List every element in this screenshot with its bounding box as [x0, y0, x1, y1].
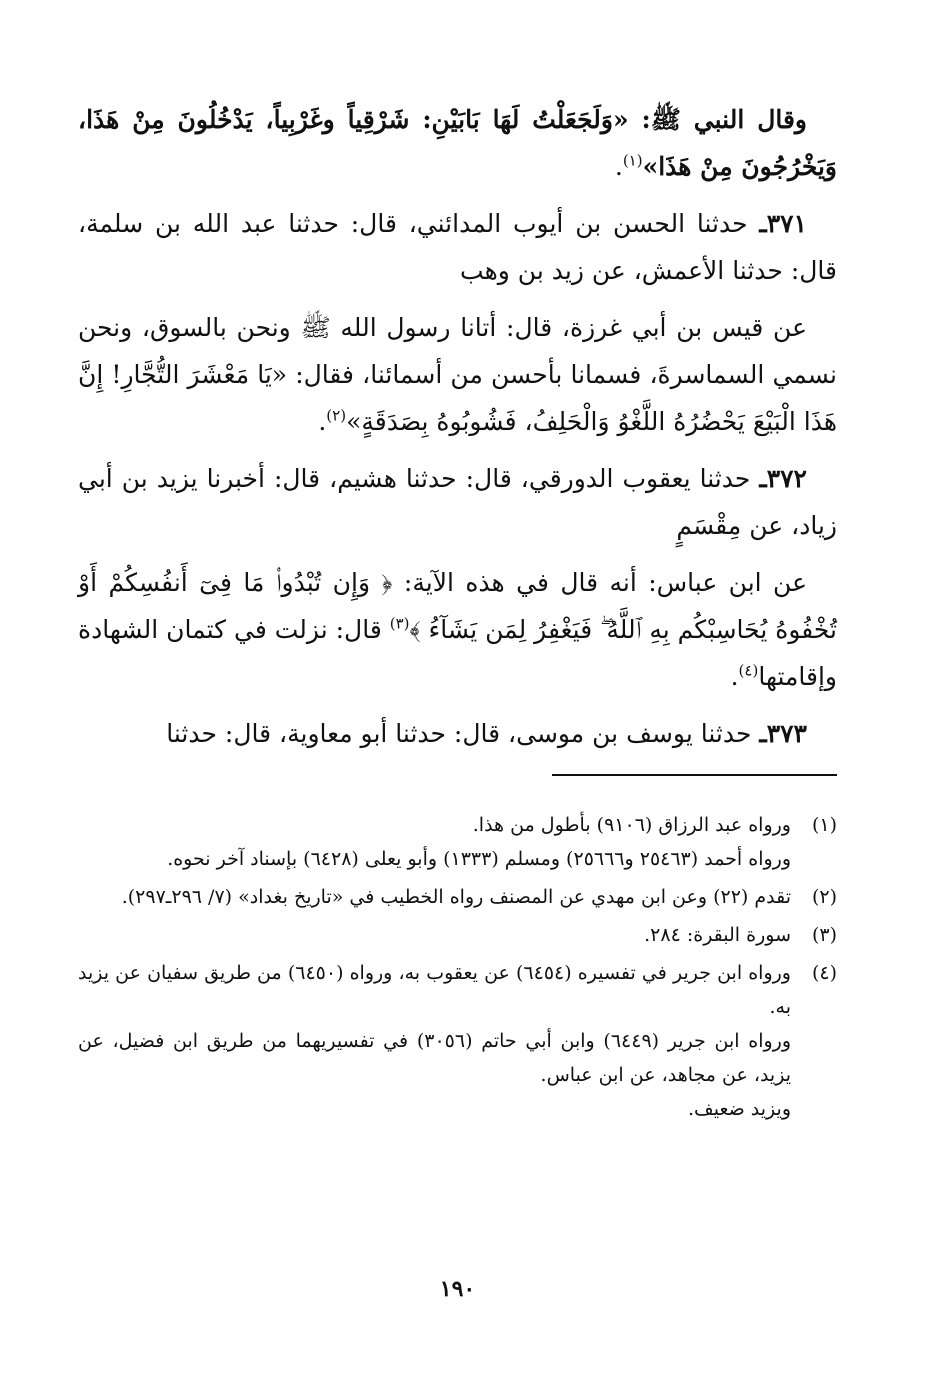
paragraph-text: حدثنا يعقوب الدورقي، قال: حدثنا هشيم، قال: أخبرنا يزيد بن أبي زياد، عن مِقْسَمٍ [78, 464, 837, 540]
book-page [78, 96, 837, 1338]
paragraph-372-chain [78, 455, 837, 549]
paragraph-tail: . [318, 407, 327, 436]
hadith-number: ٣٧١ـ [759, 209, 807, 238]
main-text [78, 96, 837, 757]
footnote-line: ورواه أحمد (٢٥٤٦٣ و٢٥٦٦٦) ومسلم (١٣٣٣) وأبو يعلى (٦٤٢٨) بإسناد آخر نحوه. [167, 848, 791, 870]
paragraph-hadith-intro [78, 96, 837, 190]
footnote-divider [552, 774, 837, 776]
footnote-mark: (٣) [811, 924, 837, 946]
paragraph-371-chain [78, 200, 837, 294]
paragraph-tail: . [614, 152, 623, 181]
footnote-body [78, 808, 791, 876]
footnote-line: سورة البقرة: ٢٨٤. [644, 924, 791, 946]
paragraph-371-matn [78, 304, 837, 445]
footnote-ref: (٤) [738, 661, 759, 680]
footnote-1 [78, 808, 837, 876]
footnote-body [78, 956, 791, 1126]
hadith-number: ٣٧٢ـ [759, 464, 807, 493]
footnote-line: ورواه ابن جرير في تفسيره (٦٤٥٤) عن يعقوب به، ورواه (٦٤٥٠) من طريق سفيان عن يزيد به. [78, 962, 791, 1018]
footnote-4 [78, 956, 837, 1126]
page-number: ١٩٠ [439, 1276, 476, 1302]
hadith-number: ٣٧٣ـ [759, 719, 807, 748]
paragraph-text: عن ابن عباس: أنه قال في هذه الآية: ﴿ وَإِن تُبْدُوا۟ مَا فِىٓ أَنفُسِكُمْ أَوْ تُخْفُوهُ يُحَاسِبْكُم بِهِ ٱللَّهُ ۖ فَيَغْفِرُ لِمَن يَشَآءُ ﴾ [78, 568, 837, 644]
footnote-mark: (٢) [811, 886, 837, 908]
footnote-3 [78, 918, 837, 952]
footnote-mark: (٤) [811, 962, 837, 984]
footnote-body [78, 918, 791, 952]
footnote-line: ورواه ابن جرير (٦٤٤٩) وابن أبي حاتم (٣٠٥٦) في تفسيريهما من طريق ابن فضيل، عن يزيد، عن مجاهد، عن ابن عباس. [78, 1030, 791, 1086]
footnote-mark: (١) [811, 814, 837, 836]
footnote-ref: (١) [622, 151, 643, 170]
footnote-ref: (٢) [326, 406, 347, 425]
footnote-line: ويزيد ضعيف. [688, 1098, 791, 1120]
paragraph-373-chain [78, 710, 837, 757]
paragraph-372-matn [78, 559, 837, 700]
paragraph-tail: . [730, 662, 739, 691]
footnote-line: ورواه عبد الرزاق (٩١٠٦) بأطول من هذا. [472, 814, 791, 836]
footnote-line: تقدم (٢٢) وعن ابن مهدي عن المصنف رواه الخطيب في «تاريخ بغداد» (٧/ ٢٩٦ـ٢٩٧). [121, 886, 791, 908]
paragraph-text: حدثنا الحسن بن أيوب المدائني، قال: حدثنا عبد الله بن سلمة، قال: حدثنا الأعمش، عن زيد بن وهب [78, 209, 837, 285]
paragraph-text: وقال النبي ﷺ: «وَلَجَعَلْتُ لَهَا بَابَيْنِ: شَرْقِياً وغَرْبِياً، يَدْخُلُونَ مِنْ هَذَا، وَيَخْرُجُونَ مِنْ هَذَا» [78, 105, 837, 181]
footnotes [78, 808, 837, 1130]
paragraph-text: حدثنا يوسف بن موسى، قال: حدثنا أبو معاوية، قال: حدثنا [166, 719, 752, 748]
footnote-body [78, 880, 791, 914]
footnote-2 [78, 880, 837, 914]
paragraph-text: عن قيس بن أبي غرزة، قال: أتانا رسول الله ﷺ ونحن بالسوق، ونحن نسمي السماسرةَ، فسمانا بأحسن من أسمائنا، فقال: «يَا مَعْشَرَ التُّجَّارِ! إِنَّ هَذَا الْبَيْعَ يَحْضُرُهُ اللَّغْوُ وَالْحَلِفُ، فَشُوبُوهُ بِصَدَقَةٍ» [78, 313, 837, 436]
paragraph-tail: قال: نزلت في كتمان الشهادة وإقامتها [78, 615, 837, 691]
footnote-ref: (٣) [389, 614, 410, 633]
